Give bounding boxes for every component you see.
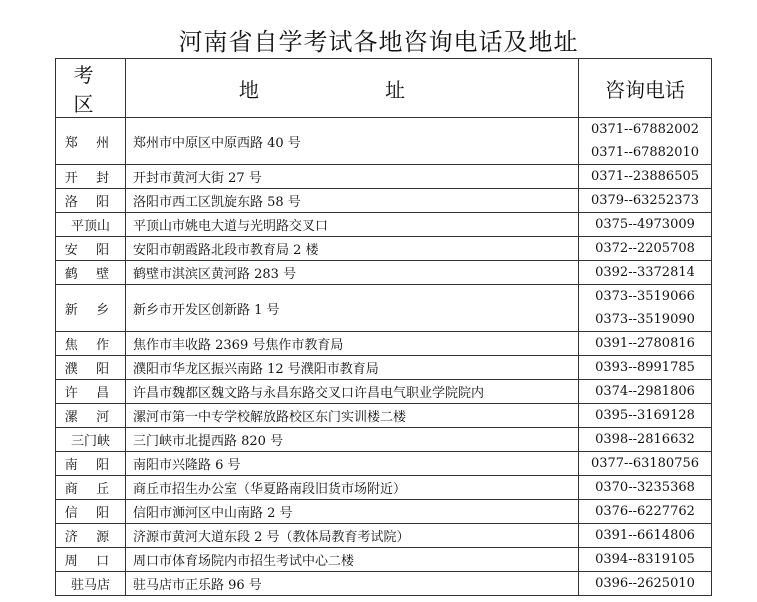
table-row [56,452,712,476]
address-cell: 焦作市丰收路 2369 号焦作市教育局 [126,332,579,356]
region-cell: 洛 阳 [56,189,126,213]
phone-cell [579,476,712,500]
table-row [56,237,712,261]
address-cell: 信阳市浉河区中山南路 2 号 [126,500,579,524]
address-cell: 漯河市第一中专学校解放路校区东门实训楼二楼 [126,404,579,428]
table-row [56,404,712,428]
table-row [56,165,712,189]
phone-cell [579,165,712,189]
address-cell: 安阳市朝霞路北段市教育局 2 楼 [126,237,579,261]
phone-number: 0375--4973009 [595,217,695,232]
region-cell: 郑 州 [56,118,126,165]
header-region: 考 区 [56,59,126,118]
phone-number: 0392--3372814 [595,265,695,280]
phone-number: 0377--63180756 [590,456,700,471]
phone-number: 0379--63252373 [590,193,700,208]
region-cell: 济 源 [56,524,126,548]
address-cell: 鹤壁市淇滨区黄河路 283 号 [126,261,579,285]
page-title: 河南省自学考试各地咨询电话及地址 [178,28,579,56]
region-cell: 安 阳 [56,237,126,261]
phone-number: 0393--8991785 [595,360,695,375]
region-cell: 许 昌 [56,380,126,404]
table-row [56,380,712,404]
region-cell: 南 阳 [56,452,126,476]
table-row [56,476,712,500]
address-cell: 南阳市兴隆路 6 号 [126,452,579,476]
phone-number: 0391--2780816 [595,336,695,351]
phone-cell [579,237,712,261]
region-cell: 信 阳 [56,500,126,524]
phone-number: 0391--6614806 [595,528,695,543]
phone-cell [579,213,712,237]
address-cell: 许昌市魏都区魏文路与永昌东路交叉口许昌电气职业学院院内 [126,380,579,404]
contact-table [55,58,712,596]
phone-number: 0370--3235368 [595,480,695,495]
address-cell: 周口市体育场院内市招生考试中心二楼 [126,548,579,572]
phone-cell [579,572,712,596]
region-cell: 新 乡 [56,285,126,332]
address-cell: 济源市黄河大道东段 2 号（教体局教育考试院） [126,524,579,548]
phone-number: 0396--2625010 [595,576,695,591]
table-row [56,332,712,356]
phone-cell [579,332,712,356]
header-phone: 咨询电话 [579,59,712,118]
region-cell: 周 口 [56,548,126,572]
address-cell: 商丘市招生办公室（华夏路南段旧货市场附近） [126,476,579,500]
region-cell: 平顶山 [56,213,126,237]
region-cell: 驻马店 [56,572,126,596]
phone-cell [579,404,712,428]
region-cell: 漯 河 [56,404,126,428]
address-cell: 驻马店市正乐路 96 号 [126,572,579,596]
table-row [56,356,712,380]
address-cell: 新乡市开发区创新路 1 号 [126,285,579,332]
phone-number: 0398--2816632 [595,432,695,447]
address-cell: 三门峡市北提西路 820 号 [126,428,579,452]
table-row [56,261,712,285]
table-row [56,118,712,165]
table-row [56,572,712,596]
address-cell: 洛阳市西工区凯旋东路 58 号 [126,189,579,213]
phone-number: 0372--2205708 [595,241,695,256]
header-address: 地 址 [126,59,579,118]
address-cell: 濮阳市华龙区振兴南路 12 号濮阳市教育局 [126,356,579,380]
phone-cell [579,548,712,572]
phone-number: 0376--6227762 [595,504,695,519]
table-body [56,118,712,596]
phone-number: 0371--67882002 [590,122,700,137]
region-cell: 开 封 [56,165,126,189]
table-row [56,189,712,213]
address-cell: 开封市黄河大街 27 号 [126,165,579,189]
phone-number: 0371--67882010 [590,145,700,160]
phone-cell [579,380,712,404]
phone-cell [579,285,712,332]
table-row [56,428,712,452]
phone-cell [579,500,712,524]
phone-number: 0373--3519066 [595,289,695,304]
phone-cell [579,189,712,213]
phone-number: 0395--3169128 [595,408,695,423]
address-cell: 平顶山市姚电大道与光明路交叉口 [126,213,579,237]
phone-cell [579,261,712,285]
phone-cell [579,452,712,476]
table-row [56,548,712,572]
phone-cell [579,356,712,380]
phone-cell [579,524,712,548]
phone-number: 0394--8319105 [595,552,695,567]
phone-cell [579,428,712,452]
phone-cell [579,118,712,165]
region-cell: 濮 阳 [56,356,126,380]
region-cell: 鹤 壁 [56,261,126,285]
table-header-row [56,59,712,118]
phone-number: 0373--3519090 [595,312,695,327]
region-cell: 商 丘 [56,476,126,500]
region-cell: 三门峡 [56,428,126,452]
region-cell: 焦 作 [56,332,126,356]
phone-number: 0374--2981806 [595,384,695,399]
phone-number: 0371--23886505 [590,169,700,184]
table-row [56,500,712,524]
table-row [56,285,712,332]
table-row [56,524,712,548]
address-cell: 郑州市中原区中原西路 40 号 [126,118,579,165]
table-row [56,213,712,237]
